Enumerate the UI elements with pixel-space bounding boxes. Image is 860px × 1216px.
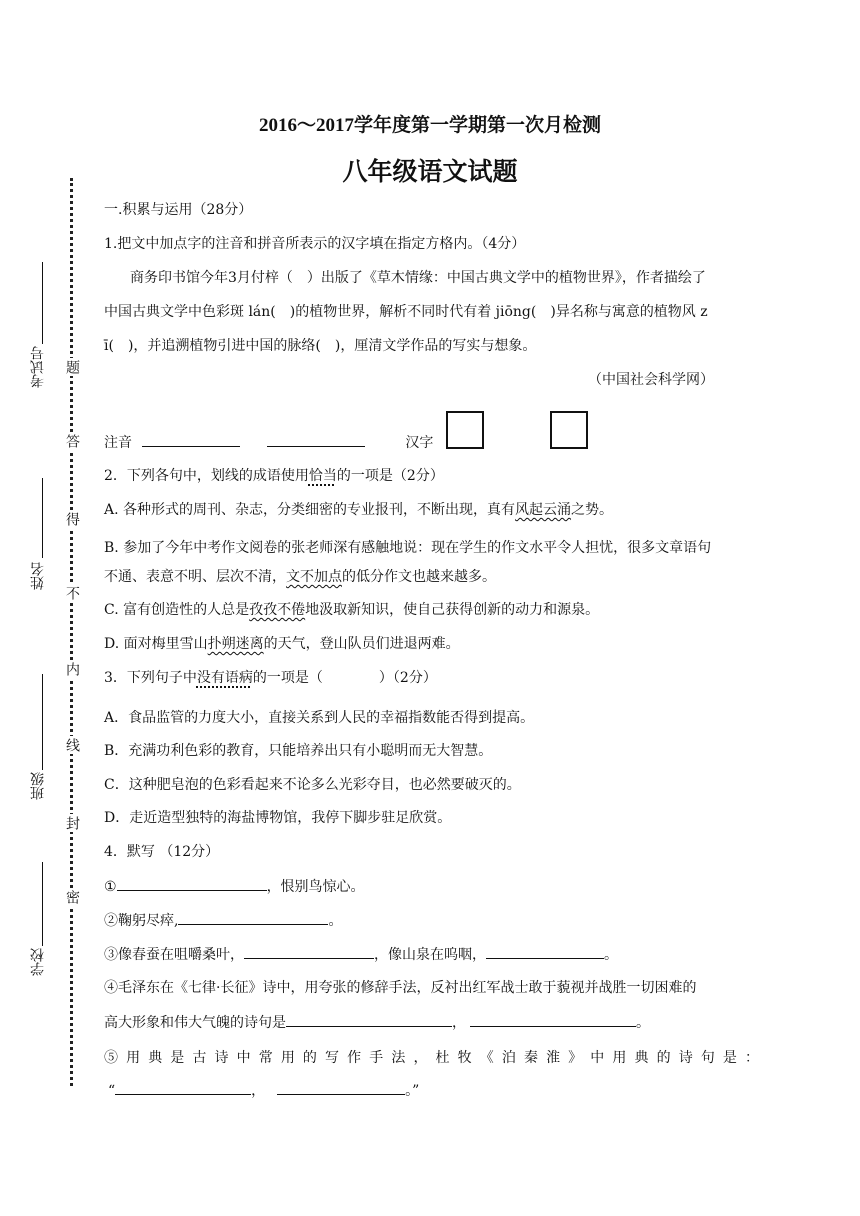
q4-item-5-line-2 <box>108 1080 419 1101</box>
zhuyin-label: 注音 <box>104 435 132 451</box>
q2-a-tail: 之势。 <box>571 502 614 518</box>
q4-item-3 <box>104 944 618 965</box>
q3-stem-emphasis: 没有语病 <box>196 670 253 686</box>
q4-stem: 4．默写 （12分） <box>104 844 220 860</box>
zhuyin-blank-1[interactable] <box>142 432 240 447</box>
class-line <box>42 674 43 770</box>
q4-item-5-open-quote: “ <box>108 1083 116 1099</box>
q4-item-5-mid: ， <box>251 1083 266 1099</box>
seal-char-2: 答 <box>64 434 80 448</box>
q4-item-3-mid: ，像山泉在呜咽， <box>374 947 486 963</box>
q2-a-text: A. 各种形式的周刊、杂志，分类细密的专业报刊，不断出现，真有 <box>104 502 516 518</box>
hanzi-label: 汉字 <box>405 435 434 451</box>
q4-item-4-line-1: ④毛泽东在《七律·长征》诗中，用夸张的修辞手法，反衬出红军战士敢于藐视并战胜一切困难的 <box>104 980 697 996</box>
binding-dotted-line <box>70 178 73 1086</box>
q1-passage-line-3: ī( )，并追溯植物引进中国的脉络( )，厘清文学作品的写实与想象。 <box>104 338 537 354</box>
name-label: 姓名 <box>30 562 46 590</box>
q4-blank-1[interactable] <box>117 876 267 891</box>
q2-option-a <box>104 500 613 520</box>
q1-passage-line-1: 商务印书馆今年3月付梓（ ）出版了《草木情缘：中国古典文学中的植物世界》，作者描绘了 <box>130 270 706 286</box>
q2-c-text: C. 富有创造性的人总是 <box>104 602 250 618</box>
q4-item-5-line-1: ⑤用典是古诗中常用的写作手法，杜牧《泊秦淮》中用典的诗句是： <box>104 1050 759 1066</box>
q3-option-c: C．这种肥皂泡的色彩看起来不论多么光彩夺目，也必然要破灭的。 <box>104 777 521 793</box>
q4-blank-6[interactable] <box>470 1012 636 1027</box>
q2-a-idiom: 风起云涌 <box>515 502 572 518</box>
school-line <box>42 862 43 946</box>
seal-char-6: 线 <box>64 738 80 752</box>
q3-option-a: A．食品监管的力度大小，直接关系到人民的幸福指数能否得到提高。 <box>104 710 535 726</box>
q3-option-b: B．充满功利色彩的教育，只能培养出只有小聪明而无大智慧。 <box>104 743 493 759</box>
q3-stem <box>104 668 437 688</box>
q2-c-tail: 地汲取新知识，使自己获得创新的动力和源泉。 <box>305 602 600 618</box>
zhuyin-blank-2[interactable] <box>267 432 365 447</box>
q4-blank-8[interactable] <box>277 1080 405 1095</box>
exam-number-label: 考试号 <box>30 346 46 388</box>
seal-char-4: 不 <box>64 586 80 600</box>
q4-blank-3[interactable] <box>244 944 374 959</box>
q2-d-text: D. 面对梅里雪山 <box>104 636 208 652</box>
q4-item-2-text: ②鞠躬尽瘁, <box>104 913 179 929</box>
exam-title: 2016～2017学年度第一学期第一次月检测 <box>258 115 601 136</box>
q2-stem-c: 的一项是（2分） <box>336 468 444 484</box>
seal-char-5: 内 <box>64 662 80 676</box>
seal-char-1: 题 <box>64 360 80 374</box>
q2-c-idiom: 孜孜不倦 <box>249 602 306 618</box>
q2-b-tail: 的低分作文也越来越多。 <box>342 569 496 585</box>
exam-subtitle: 八年级语文试题 <box>342 157 518 186</box>
q4-item-1 <box>104 876 365 897</box>
hanzi-box-1[interactable] <box>446 411 484 449</box>
seal-char-8: 密 <box>64 890 80 904</box>
q2-d-tail: 的天气，登山队员们进退两难。 <box>263 636 460 652</box>
q4-item-1-number: ① <box>104 879 117 895</box>
seal-char-3: 得 <box>64 512 80 526</box>
q2-option-c <box>104 600 599 620</box>
q4-blank-2[interactable] <box>178 910 328 925</box>
name-line <box>42 478 43 558</box>
q2-option-b-line-2 <box>104 567 496 587</box>
school-label: 学校 <box>30 948 46 976</box>
q2-stem <box>104 466 444 486</box>
q2-stem-a: 2．下列各句中，划线的成语使用 <box>104 468 309 484</box>
q2-b-text: 不通、表意不明、层次不清， <box>104 569 286 585</box>
q1-source: （中国社会科学网） <box>588 372 714 388</box>
q4-blank-4[interactable] <box>486 944 604 959</box>
q4-item-4-line-2 <box>104 1012 650 1033</box>
q3-option-d: D．走近造型独特的海盐博物馆，我停下脚步驻足欣赏。 <box>104 810 452 826</box>
q1-answer-row <box>104 432 433 453</box>
hanzi-box-2[interactable] <box>550 411 588 449</box>
q4-item-4-text: 高大形象和伟大气魄的诗句是 <box>104 1015 286 1031</box>
q2-d-idiom: 扑朔迷离 <box>207 636 264 652</box>
q4-item-3-text: ③像春蚕在咀嚼桑叶， <box>104 947 244 963</box>
q2-b-idiom: 文不加点 <box>286 569 342 585</box>
q4-blank-7[interactable] <box>115 1080 251 1095</box>
q4-item-4-tail: 。 <box>636 1015 650 1031</box>
q4-blank-5[interactable] <box>286 1012 452 1027</box>
q3-stem-a: 3．下列句子中 <box>104 670 197 686</box>
q4-item-5-close-quote: 。” <box>405 1083 420 1099</box>
q4-item-2 <box>104 910 342 931</box>
q2-stem-emphasis: 恰当 <box>308 468 337 484</box>
q4-item-3-tail: 。 <box>604 947 618 963</box>
q1-stem: 1.把文中加点字的注音和拼音所表示的汉字填在指定方格内。（4分） <box>104 236 526 252</box>
q4-item-4-mid: ， <box>452 1015 466 1031</box>
q3-stem-c: 的一项是（ ）（2分） <box>252 670 437 686</box>
q2-option-b-line-1: B. 参加了今年中考作文阅卷的张老师深有感触地说：现在学生的作文水平令人担忧，很多文章语句 <box>104 540 712 556</box>
seal-char-7: 封 <box>64 816 80 830</box>
q4-item-1-text: ，恨别鸟惊心。 <box>266 879 365 895</box>
section-heading: 一.积累与运用（28分） <box>104 202 253 218</box>
class-label: 班级 <box>30 772 46 800</box>
exam-number-line <box>42 262 43 344</box>
q1-passage-line-2: 中国古典文学中色彩斑 lán( )的植物世界，解析不同时代有着 jiōng( )异名称与寓意的植物风 z <box>104 304 708 320</box>
q4-item-2-tail: 。 <box>328 913 343 929</box>
q2-option-d <box>104 634 460 654</box>
